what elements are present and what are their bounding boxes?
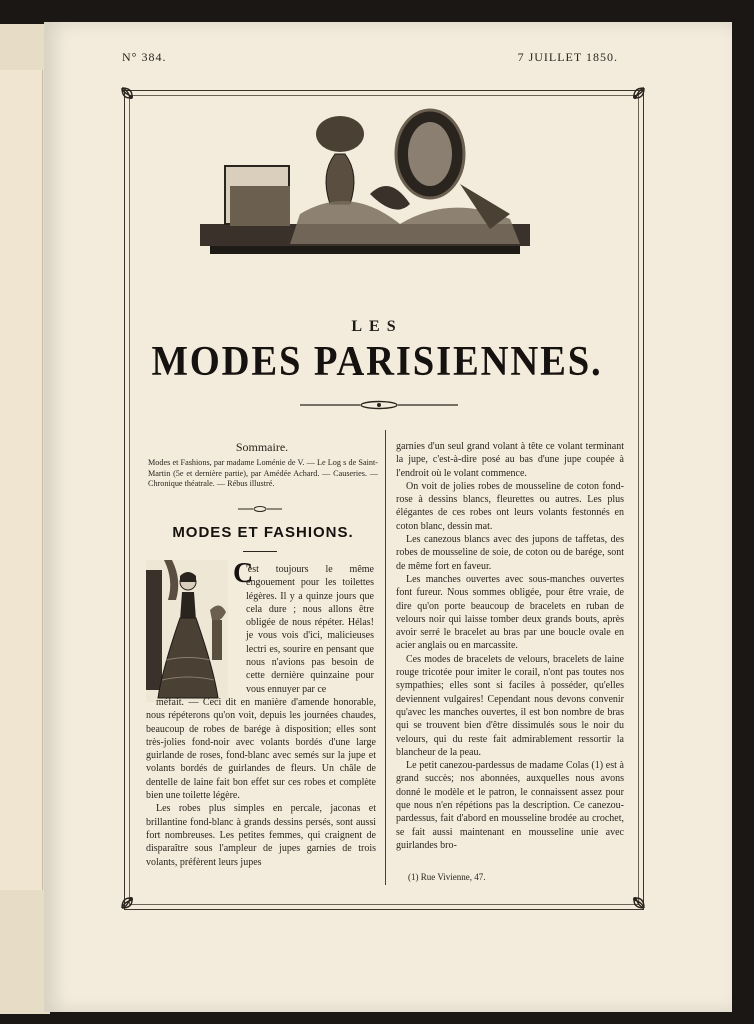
corner-ornament-icon: [624, 86, 646, 108]
article-left-column: [146, 696, 376, 869]
corner-ornament-icon: [120, 888, 142, 910]
issue-number: N° 384.: [122, 50, 167, 64]
corner-ornament-icon: [624, 888, 646, 910]
article-paragraph: méfait. — Ceci dit en manière d'amende honorable, nous répéterons qu'on voit, depuis les journées chaudes, beaucoup de robes de barége à disposition; elles sont très-jolies fond-noir avec volants bordés d'une large guirlande de roses, fond-blanc avec semés sur la jupe et volants bordés de guirlandes de fleurs. Un châle de dentelle de laine fait bon effet sur ces robes et complète bien une toilette légère.: [146, 697, 376, 802]
vignette-illustration: [150, 94, 536, 274]
article-paragraph: On voit de jolies robes de mousseline de coton fond-rose à dessins blancs, fleurettes ou autres. Les plus élégantes de ces robes ont leurs volants festonnés en coton blanc, dessin mat.: [396, 480, 624, 532]
article-paragraph: 'est toujours le même engouement pour les toilettes légères. Il y a quinze jours que cela dure ; nous allons être obligée de nous répéter. Hélas! je vous vois d'ici, malicieuses lectri es, sourire en pensant que nous n'avions pas besoin de cette dernière quinzaine pour vous ennuyer par ce: [246, 564, 374, 695]
issue-date: 7 JUILLET 1850.: [517, 50, 618, 64]
drop-cap: C: [233, 558, 254, 589]
sommaire-text: Modes et Fashions, par madame Loménie de V. — Le Log s de Saint-Martin (5e et dernière partie), par Amédée Achard. — Causeries. — Chronique théatrale. — Rébus illustré.: [148, 458, 378, 488]
article-paragraph: Le petit canezou-pardessus de madame Colas (1) est à grand succès; nos abonnées, auxquelles nous avons donné le modèle et le patron, le connaissent assez pour que nous n'en répétions pas la description. Ce canezou-pardessus, fait d'abord en mousseline brodée au crochet, se fait aussi maintenant en mousseline unie avec guirlandes bro-: [396, 760, 624, 851]
left-page-sheet: [0, 70, 43, 890]
article-paragraph: garnies d'un seul grand volant à tête ce volant terminant la jupe, c'est-à-dire posé au bas d'une jupe coupée à l'endroit où le volant commence.: [396, 441, 624, 479]
section-rule: [243, 551, 277, 552]
masthead-les: LES: [351, 318, 403, 335]
fashion-plate-illustration: [146, 560, 228, 702]
section-title: MODES ET FASHIONS.: [172, 524, 354, 541]
column-divider: [385, 430, 386, 885]
title-rule-ornament-icon: [300, 400, 458, 410]
article-right-column: [396, 440, 624, 852]
article-paragraph: Ces modes de bracelets de velours, bracelets de laine rouge tricotée pour imiter le corail, n'ont pas toutes nos sympathies; elles sont si faciles à posséder, qu'elles deviennent vulgaires! Cependant nous devons convenir qu'avec les manches ouvertes, il est bon nombre de bras qui se trouvent bien d'être dissimulés sous le noir du velours, qui du reste fait admirablement ressortir la blancheur de la peau.: [396, 653, 624, 758]
footnote: (1) Rue Vivienne, 47.: [408, 872, 486, 882]
article-paragraph: Les manches ouvertes avec sous-manches ouvertes font fureur. Nous sommes obligée, pour être vraie, de dire qu'on porte beaucoup de bracelets en ruban de velours noir qui laisse tomber deux grands bouts, après avoir serré le bracelet au bras par une boucle ovale en acier anglais ou en marcassite.: [396, 573, 624, 652]
corner-ornament-icon: [120, 86, 142, 108]
masthead-title: MODES PARISIENNES.: [151, 339, 603, 385]
article-wrap-text: [246, 563, 374, 696]
article-paragraph: Les canezous blancs avec des jupons de taffetas, des robes de mousseline de soie, de coton ou de barége, sont de même fort en faveur.: [396, 534, 624, 572]
summary-ornament-icon: [238, 505, 282, 513]
sommaire-label: Sommaire.: [235, 440, 289, 454]
article-paragraph: Les robes plus simples en percale, jaconas et brillantine fond-blanc à grands dessins persés, sont aussi fort nombreuses. Les petites femmes, qui craignent de disparaître sous l'ampleur de jupes garnies de trois volants, préfèrent leurs jupes: [146, 803, 376, 868]
